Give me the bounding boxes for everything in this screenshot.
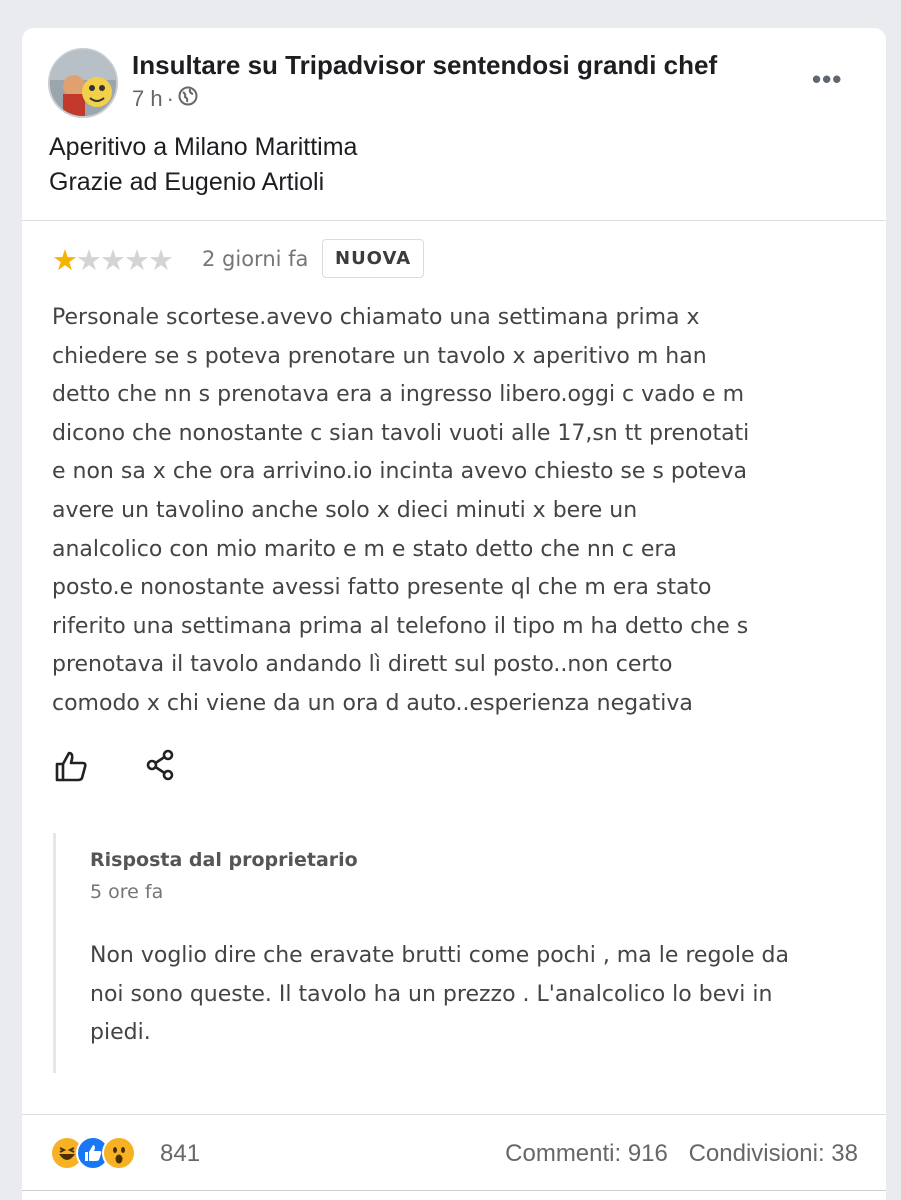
reaction-icons[interactable] bbox=[50, 1136, 128, 1170]
star-rating bbox=[52, 243, 172, 277]
post-footer bbox=[22, 1116, 886, 1196]
review-line: posto.e nonostante avessi fatto presente ql che m era stato bbox=[52, 575, 712, 601]
post-meta bbox=[132, 86, 198, 112]
wow-icon bbox=[102, 1136, 136, 1170]
caption-line: Aperitivo a Milano Marittima bbox=[49, 133, 358, 161]
more-options-button[interactable]: ••• bbox=[812, 64, 843, 94]
star-icon: ★ bbox=[148, 243, 172, 277]
reply-line: Non voglio dire che eravate brutti come pochi , ma le regole da bbox=[90, 943, 789, 968]
reply-text bbox=[90, 937, 810, 1053]
review-line: Personale scortese.avevo chiamato una settimana prima x bbox=[52, 305, 700, 330]
post-stats bbox=[505, 1140, 858, 1168]
review-line: dicono che nonostante c sian tavoli vuoti alle 17,sn tt prenotati bbox=[52, 420, 750, 446]
reply-date: 5 ore fa bbox=[90, 881, 164, 903]
star-icon: ★ bbox=[52, 243, 76, 277]
review-line: comodo x chi viene da un ora d auto..esperienza negativa bbox=[52, 690, 693, 716]
reaction-count[interactable]: 841 bbox=[160, 1140, 201, 1167]
reply-line: piedi. bbox=[90, 1020, 151, 1046]
post-card bbox=[22, 28, 886, 1200]
caption-line: Grazie ad Eugenio Artioli bbox=[49, 168, 325, 196]
review-screenshot[interactable] bbox=[22, 220, 886, 1115]
star-icon: ★ bbox=[76, 243, 100, 277]
post-caption bbox=[49, 130, 357, 200]
group-name[interactable]: Insultare su Tripadvisor sentendosi grandi chef bbox=[132, 50, 718, 80]
review-line: analcolico con mio marito e m e stato detto che nn c era bbox=[52, 536, 677, 562]
comments-count[interactable]: Commenti: 916 bbox=[505, 1140, 668, 1167]
star-icon: ★ bbox=[100, 243, 124, 277]
thumbs-up-icon[interactable] bbox=[54, 749, 88, 783]
divider bbox=[22, 1190, 886, 1191]
review-line: e non sa x che ora arrivino.io incinta avevo chiesto se s poteva bbox=[52, 459, 747, 485]
shares-count[interactable]: Condivisioni: 38 bbox=[688, 1140, 858, 1167]
review-date: 2 giorni fa bbox=[202, 247, 309, 271]
reply-title: Risposta dal proprietario bbox=[90, 849, 358, 871]
group-avatar[interactable] bbox=[48, 48, 118, 118]
review-line: chiedere se s poteva prenotare un tavolo x aperitivo m han bbox=[52, 343, 707, 369]
review-line: riferito una settimana prima al telefono il tipo m ha detto che s bbox=[52, 613, 749, 639]
new-badge: NUOVA bbox=[322, 239, 424, 278]
review-line: detto che nn s prenotava era a ingresso libero.oggi c vado e m bbox=[52, 382, 745, 408]
owner-reply bbox=[53, 833, 843, 1073]
review-text bbox=[52, 299, 852, 724]
reply-line: noi sono queste. Il tavolo ha un prezzo . L'analcolico lo bevi in bbox=[90, 981, 773, 1007]
post-time[interactable]: 7 h bbox=[132, 86, 163, 111]
star-icon: ★ bbox=[124, 243, 148, 277]
review-line: avere un tavolino anche solo x dieci minuti x bere un bbox=[52, 497, 638, 523]
share-icon[interactable] bbox=[145, 749, 175, 781]
meta-separator: · bbox=[166, 86, 174, 111]
review-line: prenotava il tavolo andando lì dirett sul posto..non certo bbox=[52, 652, 673, 678]
globe-icon[interactable] bbox=[178, 86, 198, 112]
